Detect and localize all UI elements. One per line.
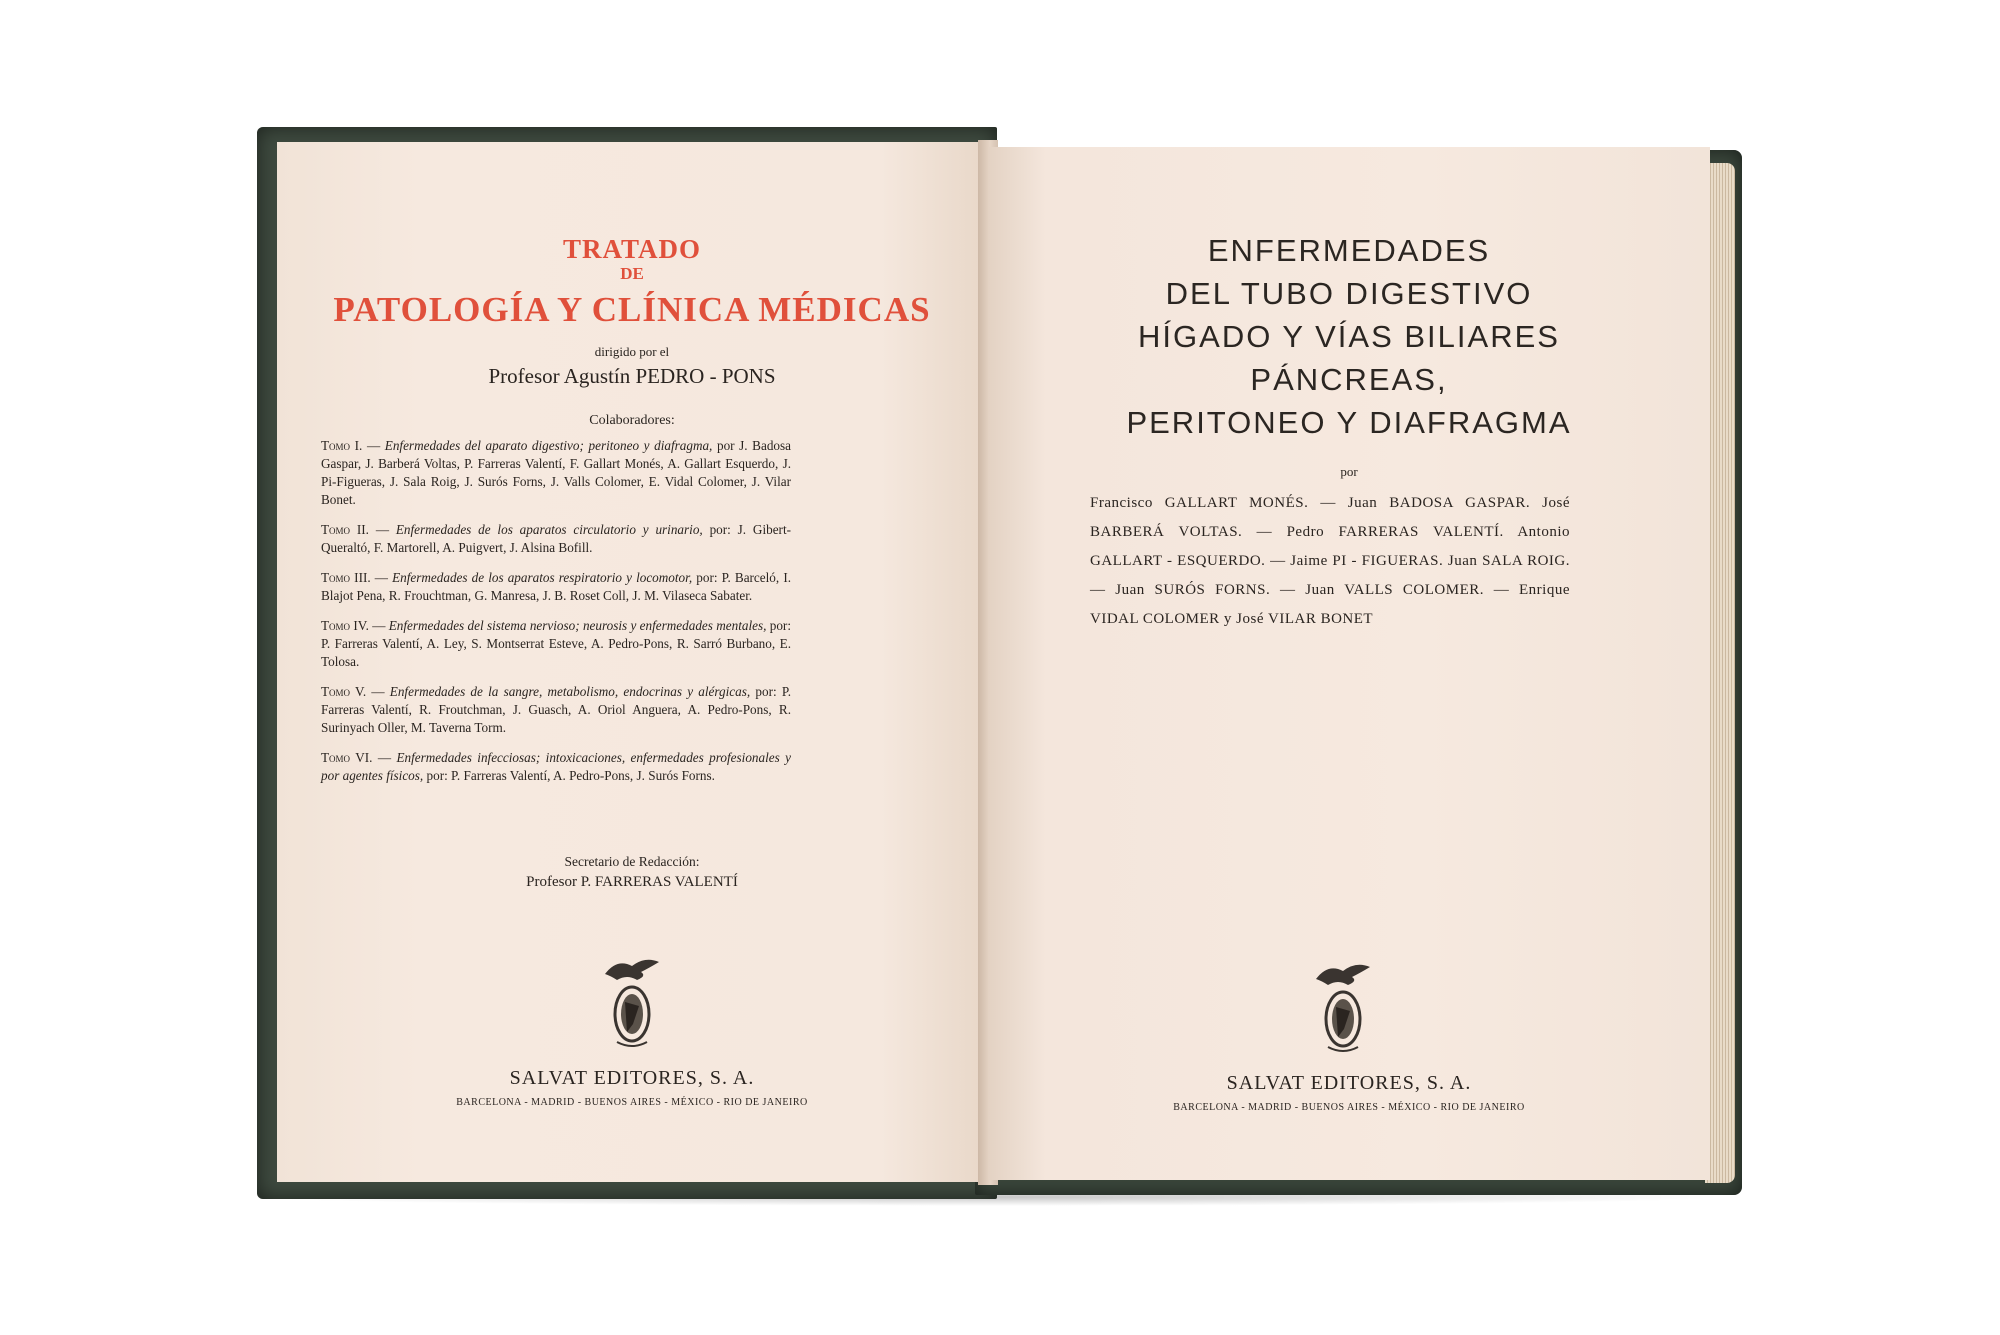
pegasus-emblem-icon	[1308, 957, 1378, 1057]
directed-by-text: dirigido por el	[594, 344, 670, 359]
tomo-entry	[321, 617, 791, 671]
publisher-cities: BARCELONA - MADRID - BUENOS AIRES - MÉXICO - RIO DE JANEIRO	[456, 1097, 808, 1108]
tomos-list	[321, 437, 791, 797]
tomo-label: Tomo VI. —	[321, 750, 392, 765]
tomo-title: Enfermedades de los aparatos circulatorio y urinario,	[395, 522, 703, 537]
right-title-line: HÍGADO Y VÍAS BILIARES	[1138, 319, 1560, 354]
left-title-tratado: TRATADO	[562, 234, 701, 264]
tomo-entry	[321, 683, 791, 737]
tomo-label: Tomo I. —	[321, 438, 381, 453]
publisher-name: SALVAT EDITORES, S. A.	[1226, 1072, 1472, 1094]
right-title-line: DEL TUBO DIGESTIVO	[1165, 276, 1533, 311]
tomo-label: Tomo IV. —	[321, 618, 386, 633]
left-title-de: DE	[620, 264, 644, 283]
tomo-title: Enfermedades del sistema nervioso; neurosis y enfermedades mentales,	[388, 618, 767, 633]
tomo-entry	[321, 569, 791, 605]
tomo-title: Enfermedades infecciosas; intoxicaciones, enfermedades profesionales y por agentes físicos,	[321, 750, 792, 783]
right-page	[988, 147, 1710, 1180]
left-title-main: PATOLOGÍA Y CLÍNICA MÉDICAS	[333, 290, 931, 329]
tomo-label: Tomo V. —	[321, 684, 385, 699]
tomo-authors: por: P. Farreras Valentí, A. Pedro-Pons, J. Surós Forns.	[426, 768, 715, 783]
tomo-authors: por J. Badosa Gaspar, J. Barberá Voltas, P. Farreras Valentí, F. Gallart Monés, A. Gallart Esquerdo, J. Pi-Figueras, J. Sala Roig, J. Surós Forns, J. Valls Colomer, E. Vidal Colomer, J. Vilar Bonet.	[321, 438, 792, 507]
tomo-label: Tomo III. —	[321, 570, 388, 585]
secretary-name: Profesor P. FARRERAS VALENTÍ	[526, 874, 738, 890]
secretary-heading: Secretario de Redacción:	[564, 854, 700, 869]
tomo-title: Enfermedades de los aparatos respiratorio y locomotor,	[392, 570, 693, 585]
pegasus-emblem-icon	[597, 952, 667, 1052]
tomo-authors: por: P. Farreras Valentí, A. Ley, S. Montserrat Esteve, A. Pedro-Pons, R. Sarró Burbano, E. Tolosa.	[321, 618, 791, 669]
tomo-entry	[321, 521, 791, 557]
tomo-title: Enfermedades de la sangre, metabolismo, endocrinas y alérgicas,	[389, 684, 751, 699]
publisher-name: SALVAT EDITORES, S. A.	[509, 1067, 755, 1089]
tomo-label: Tomo II. —	[321, 522, 390, 537]
tomo-entry	[321, 437, 791, 509]
tomo-authors: por: P. Farreras Valentí, R. Froutchman, J. Guasch, A. Oriol Anguera, A. Pedro-Pons, R. Surinyach Oller, M. Taverna Torm.	[321, 684, 792, 735]
collaborators-heading: Colaboradores:	[589, 413, 675, 428]
tomo-entry	[321, 749, 791, 785]
publisher-cities: BARCELONA - MADRID - BUENOS AIRES - MÉXICO - RIO DE JANEIRO	[1173, 1102, 1525, 1113]
tomo-title: Enfermedades del aparato digestivo; peritoneo y diafragma,	[384, 438, 713, 453]
director-name: Profesor Agustín PEDRO - PONS	[488, 364, 776, 388]
tomo-authors: por: J. Gibert-Queraltó, F. Martorell, A. Puigvert, J. Alsina Bofill.	[321, 522, 791, 555]
left-page	[277, 142, 987, 1182]
right-authors: Francisco GALLART MONÉS. — Juan BADOSA GASPAR. José BARBERÁ VOLTAS. — Pedro FARRERAS VALENTÍ. Antonio GALLART - ESQUERDO. — Jaime PI - FIGUERAS. Juan SALA ROIG. — Juan SURÓS FORNS. — Juan VALLS COLOMER. — Enrique VIDAL COLOMER y José VILAR BONET	[1090, 495, 1570, 627]
right-title-line: PERITONEO Y DIAFRAGMA	[1126, 405, 1572, 440]
tomo-authors: por: P. Barceló, I. Blajot Pena, R. Frouchtman, G. Manresa, J. B. Roset Coll, J. M. Vilaseca Sabater.	[321, 570, 792, 603]
right-title-block	[988, 229, 1710, 444]
right-title-line: PÁNCREAS,	[1250, 362, 1448, 397]
por-text: por	[1340, 464, 1358, 479]
right-title-line: ENFERMEDADES	[1207, 233, 1491, 268]
